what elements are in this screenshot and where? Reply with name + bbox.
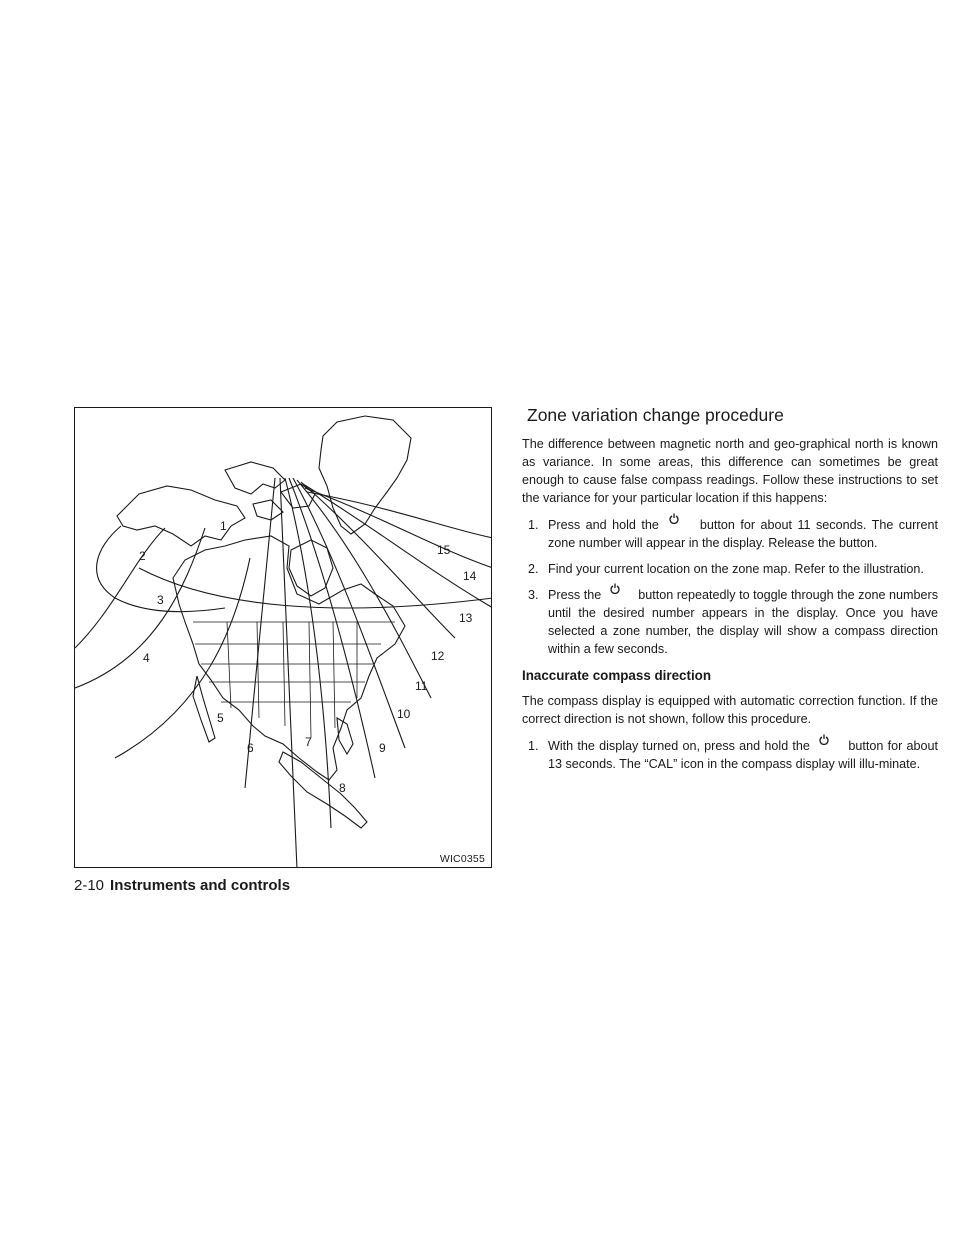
power-button-icon xyxy=(607,588,623,600)
step-text: Find your current location on the zone map. Refer to the illustration. xyxy=(548,562,924,576)
zone-curve xyxy=(301,482,455,638)
page-footer xyxy=(74,877,290,894)
zone-curve xyxy=(75,528,165,648)
step-text: button for about 11 seconds. The current zone number will appear in the display. Release the button. xyxy=(548,518,939,550)
zone-label: 8 xyxy=(339,781,346,795)
zone-curve xyxy=(305,488,492,568)
step-number: 3. xyxy=(528,588,539,602)
step-1 xyxy=(522,516,938,552)
zone-curve xyxy=(289,478,375,778)
step-text: button repeatedly to toggle through the zone numbers until the desired number appears in the display. Once you have selected a zone number, the display will show a compass direction within a few seconds. xyxy=(548,588,938,656)
page-number: 2-10 xyxy=(74,877,105,894)
step-text: Press the xyxy=(548,588,602,602)
baja-outline xyxy=(193,676,215,742)
power-button-icon xyxy=(666,518,682,530)
step-number: 2. xyxy=(528,562,539,576)
step-text: Press and hold the xyxy=(548,518,659,532)
content-column xyxy=(522,404,938,781)
zone-map-figure xyxy=(74,407,492,868)
zone-curve xyxy=(307,492,492,538)
zone-label: 11 xyxy=(415,679,428,693)
zone-curve xyxy=(293,478,405,748)
correction-paragraph: The compass display is equipped with automatic correction function. If the correct direction is not shown, follow this procedure. xyxy=(522,694,938,726)
zone-label: 14 xyxy=(463,569,477,583)
power-button-icon xyxy=(816,739,832,751)
figure-code: WIC0355 xyxy=(439,853,485,865)
step-text: button for about 13 seconds. The “CAL” icon in the compass display will illu-minate. xyxy=(548,739,939,771)
zone-label: 13 xyxy=(459,611,473,625)
step-number: 1. xyxy=(528,518,539,532)
zone-label: 4 xyxy=(143,651,150,665)
zone-curve xyxy=(115,558,250,758)
zone-label: 7 xyxy=(305,735,312,749)
intro-paragraph: The difference between magnetic north and geo-graphical north is known as variance. In some areas, this difference can sometimes be great enough to cause false compass readings. Follow these instructions to set the variance for your particular location if this happens: xyxy=(522,437,938,505)
zone-label: 3 xyxy=(157,593,164,607)
zone-label: 9 xyxy=(379,741,386,755)
zone-label: 12 xyxy=(431,649,445,663)
step-number: 1. xyxy=(528,739,539,753)
subsection-heading: Inaccurate compass direction xyxy=(522,668,712,683)
zone-label: 6 xyxy=(247,741,254,755)
greenland-outline xyxy=(319,416,411,534)
zone-label: 15 xyxy=(437,543,451,557)
zone-label: 1 xyxy=(220,519,227,533)
step-1-calibration xyxy=(522,737,938,773)
section-title: Instruments and controls xyxy=(110,877,291,894)
step-text: With the display turned on, press and hold the xyxy=(548,739,810,753)
north-america-outline xyxy=(173,536,405,780)
zone-label: 5 xyxy=(217,711,224,725)
florida-outline xyxy=(337,718,353,754)
section-heading: Zone variation change procedure xyxy=(527,405,784,425)
zone-labels xyxy=(139,519,477,795)
alaska-outline xyxy=(117,486,245,546)
step-2 xyxy=(522,560,938,578)
zone-map-illustration xyxy=(75,408,492,868)
zone-curve xyxy=(280,478,297,868)
step-3 xyxy=(522,586,938,658)
zone-label: 10 xyxy=(397,707,411,721)
zone-label: 2 xyxy=(139,549,146,563)
